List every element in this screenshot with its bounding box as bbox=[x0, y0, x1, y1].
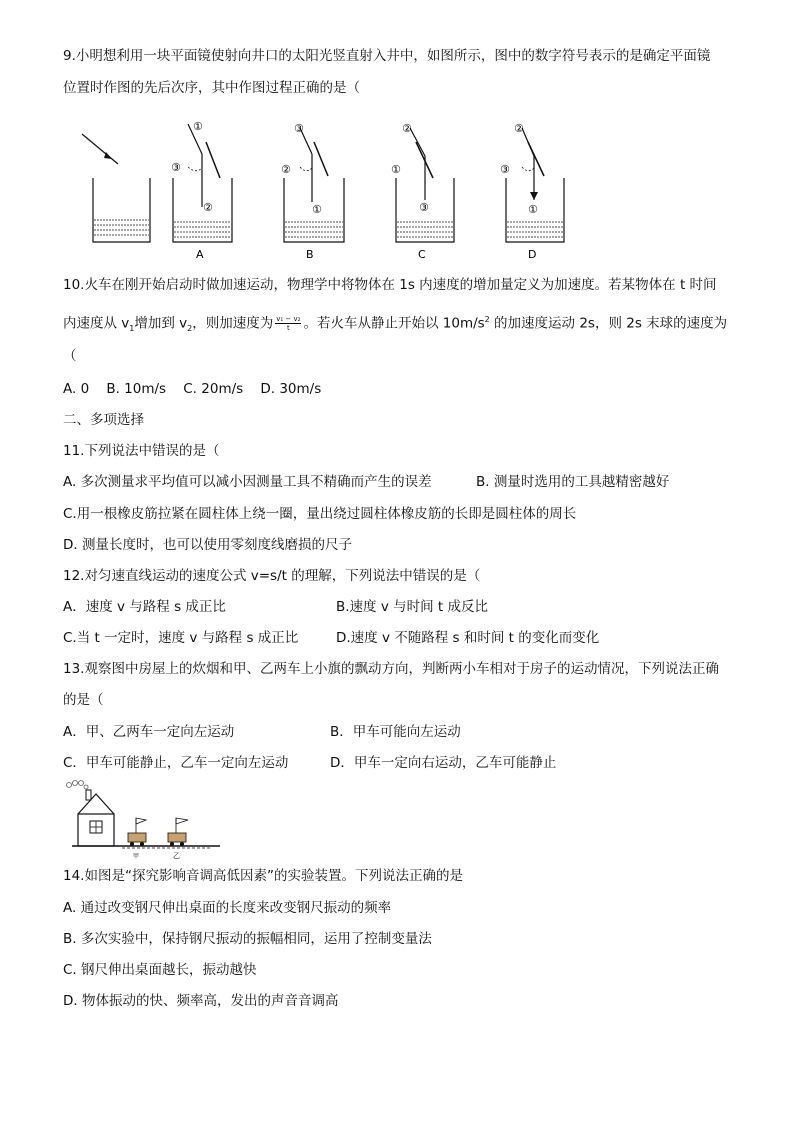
q10-fraction bbox=[275, 315, 301, 332]
q10-sup: 2 bbox=[484, 315, 490, 324]
q10-line3: （ bbox=[63, 348, 77, 364]
q9-c-mark2: ① bbox=[391, 163, 401, 176]
car-yi-label: 乙 bbox=[173, 852, 180, 860]
car-yi-icon bbox=[168, 818, 188, 846]
q10-text-e: 的加速度运动 2s，则 2s 末球的速度为 bbox=[489, 315, 728, 332]
q10-frac-den: t bbox=[286, 324, 290, 332]
q14-option-a: A. 通过改变钢尺伸出桌面的长度来改变钢尺振动的频率 bbox=[63, 900, 392, 916]
section2-heading: 二、多项选择 bbox=[63, 412, 144, 428]
q10-text-c: ，则加速度为 bbox=[192, 315, 274, 332]
q13-stem-line2: 的是（ bbox=[63, 692, 104, 708]
q11-option-a: A. 多次测量求平均值可以减小因测量工具不精确而产生的误差 bbox=[63, 474, 432, 490]
well-option-c bbox=[391, 122, 454, 261]
q9-d-mark1: ② bbox=[514, 122, 524, 135]
q10-text-b: 增加到 v bbox=[134, 315, 188, 332]
q14-stem: 14.如图是“探究影响音调高低因素”的实验装置。下列说法正确的是 bbox=[63, 868, 463, 884]
well-initial bbox=[82, 134, 150, 242]
q12-option-c: C.当 t 一定时，速度 v 与路程 s 成正比 bbox=[63, 630, 299, 646]
q14-option-d: D. 物体振动的快、频率高，发出的声音音调高 bbox=[63, 993, 339, 1009]
q10-text-d: 。若火车从静止开始以 10m/s bbox=[303, 315, 485, 332]
q9-line1: 9.小明想利用一块平面镜使射向井口的太阳光竖直射入井中，如图所示，图中的数字符号表示的是确定平面镜 bbox=[63, 48, 711, 64]
q12-stem: 12.对匀速直线运动的速度公式 v=s/t 的理解，下列说法中错误的是（ bbox=[63, 568, 481, 584]
q10-line1: 10.火车在刚开始启动时做加速运动，物理学中将物体在 1s 内速度的增加量定义为加速度。若某物体在 t 时间 bbox=[63, 277, 717, 293]
q9-b-mark2: ② bbox=[281, 163, 291, 176]
q9-a-mark3: ③ bbox=[171, 161, 181, 174]
q9-b-mark3: ① bbox=[312, 203, 322, 216]
smoke-icon bbox=[67, 781, 89, 790]
q11-option-d: D. 测量长度时，也可以使用零刻度线磨损的尺子 bbox=[63, 537, 352, 553]
house-icon bbox=[78, 790, 114, 846]
q11-option-c: C.用一根橡皮筋拉紧在圆柱体上绕一圈，量出绕过圆柱体橡皮筋的长即是圆柱体的周长 bbox=[63, 506, 577, 522]
q14-option-b: B. 多次实验中，保持钢尺振动的振幅相同，运用了控制变量法 bbox=[63, 931, 432, 947]
q9-label-d: D bbox=[528, 248, 537, 261]
q9-label-a: A bbox=[196, 248, 204, 261]
q9-d-mark3: ① bbox=[528, 203, 538, 216]
q9-line2: 位置时作图的先后次序，其中作图过程正确的是（ bbox=[63, 80, 360, 96]
q9-figure bbox=[60, 112, 580, 262]
q13-option-d: D．甲车一定向右运动，乙车可能静止 bbox=[330, 755, 557, 771]
q9-label-b: B bbox=[306, 248, 314, 261]
q9-d-mark2: ③ bbox=[500, 163, 510, 176]
q10-sub1: 1 bbox=[129, 324, 135, 334]
well-option-a bbox=[171, 120, 232, 261]
q11-stem: 11.下列说法中错误的是（ bbox=[63, 443, 220, 459]
car-jia-label: 甲 bbox=[133, 853, 140, 860]
q14-option-c: C. 钢尺伸出桌面越长，振动越快 bbox=[63, 962, 257, 978]
q10-frac-num: v₁ − v₂ bbox=[276, 315, 301, 323]
q9-c-mark3: ③ bbox=[419, 201, 429, 214]
q10-line2 bbox=[63, 310, 727, 339]
q12-option-d: D.速度 v 不随路程 s 和时间 t 的变化而变化 bbox=[336, 630, 600, 646]
q10-sub2: 2 bbox=[187, 324, 193, 334]
well-option-d bbox=[500, 122, 564, 261]
q9-a-mark1: ① bbox=[193, 120, 203, 133]
car-jia-icon bbox=[128, 818, 146, 846]
q11-option-b: B. 测量时选用的工具越精密越好 bbox=[476, 474, 670, 490]
q9-b-mark1: ③ bbox=[294, 122, 304, 135]
well-option-b bbox=[281, 122, 344, 261]
q12-option-a: A．速度 v 与路程 s 成正比 bbox=[63, 599, 226, 615]
q9-a-mark2: ② bbox=[203, 201, 213, 214]
q13-figure bbox=[62, 778, 222, 862]
q13-option-b: B．甲车可能向左运动 bbox=[330, 724, 461, 740]
q13-stem-line1: 13.观察图中房屋上的炊烟和甲、乙两车上小旗的飘动方向，判断两小车相对于房子的运动情况，下列说法正确 bbox=[63, 661, 719, 677]
q10-text-a: 内速度从 v bbox=[63, 315, 130, 332]
q13-option-c: C．甲车可能静止，乙车一定向左运动 bbox=[63, 755, 289, 771]
q9-c-mark1: ② bbox=[402, 122, 412, 135]
q13-option-a: A．甲、乙两车一定向左运动 bbox=[63, 724, 235, 740]
q12-option-b: B.速度 v 与时间 t 成反比 bbox=[336, 599, 488, 615]
q9-label-c: C bbox=[418, 248, 426, 261]
q10-options: A. 0 B. 10m/s C. 20m/s D. 30m/s bbox=[63, 381, 322, 397]
